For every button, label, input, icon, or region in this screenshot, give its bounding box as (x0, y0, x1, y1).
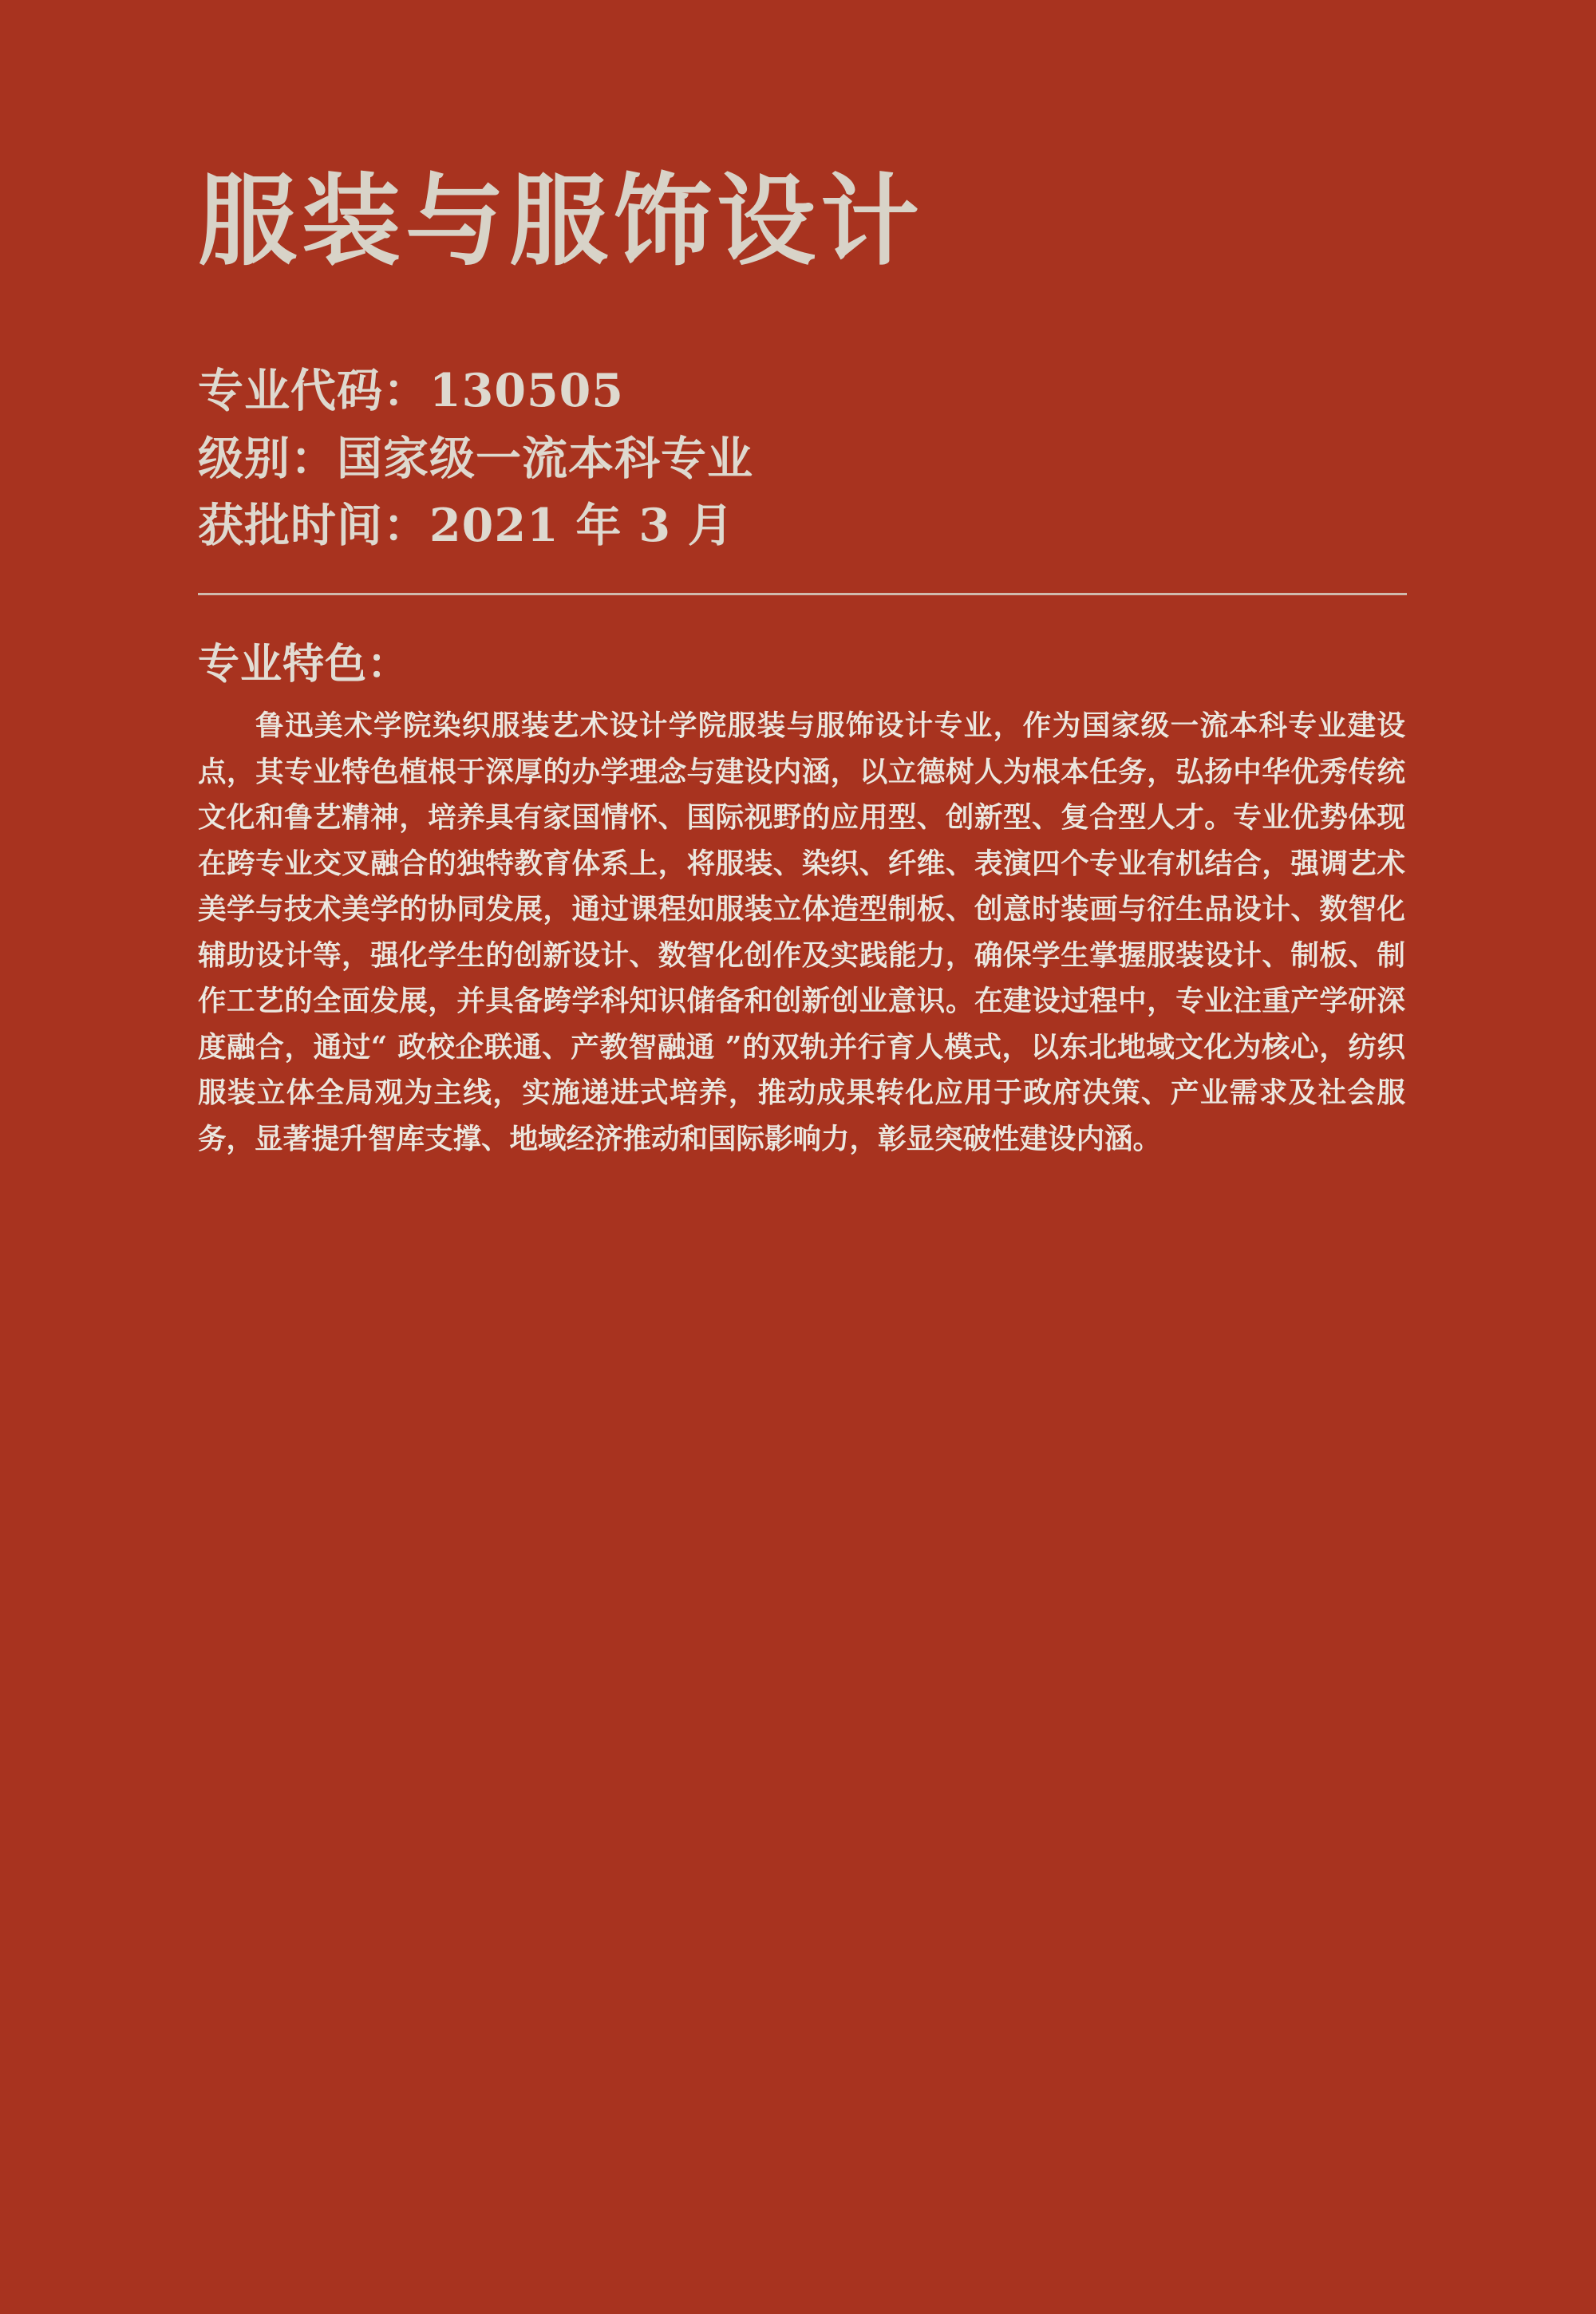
body-paragraph-features: 鲁迅美术学院染织服装艺术设计学院服装与服饰设计专业，作为国家级一流本科专业建设点，其专业特色植根于深厚的办学理念与建设内涵，以立德树人为根本任务，弘扬中华优秀传统文化和鲁艺精神，培养具有家国情怀、国际视野的应用型、创新型、复合型人才。专业优势体现在跨专业交叉融合的独特教育体系上，将服装、染织、纤维、表演四个专业有机结合，强调艺术美学与技术美学的协同发展，通过课程如服装立体造型制板、创意时装画与衍生品设计、数智化辅助设计等，强化学生的创新设计、数智化创作及实践能力，确保学生掌握服装设计、制板、制作工艺的全面发展，并具备跨学科知识储备和创新创业意识。在建设过程中，专业注重产学研深度融合，通过“ 政校企联通、产教智融通 ”的双轨并行育人模式，以东北地域文化为核心，纺织服装立体全局观为主线，实施递进式培养，推动成果转化应用于政府决策、产业需求及社会服务，显著提升智库支撑、地域经济推动和国际影响力，彰显突破性建设内涵。 (198, 709, 1405, 1155)
page-title: 服装与服饰设计 (198, 164, 925, 279)
metadata-block (198, 357, 1411, 559)
metadata-major-code: 专业代码：130505 (198, 364, 624, 418)
horizontal-divider (198, 593, 1407, 595)
metadata-approval-date: 获批时间：2021 年 3 月 (198, 499, 734, 553)
section-heading-features: 专业特色： (198, 640, 410, 689)
metadata-level: 级别：国家级一流本科专业 (198, 431, 753, 485)
document-content (198, 0, 1411, 1191)
